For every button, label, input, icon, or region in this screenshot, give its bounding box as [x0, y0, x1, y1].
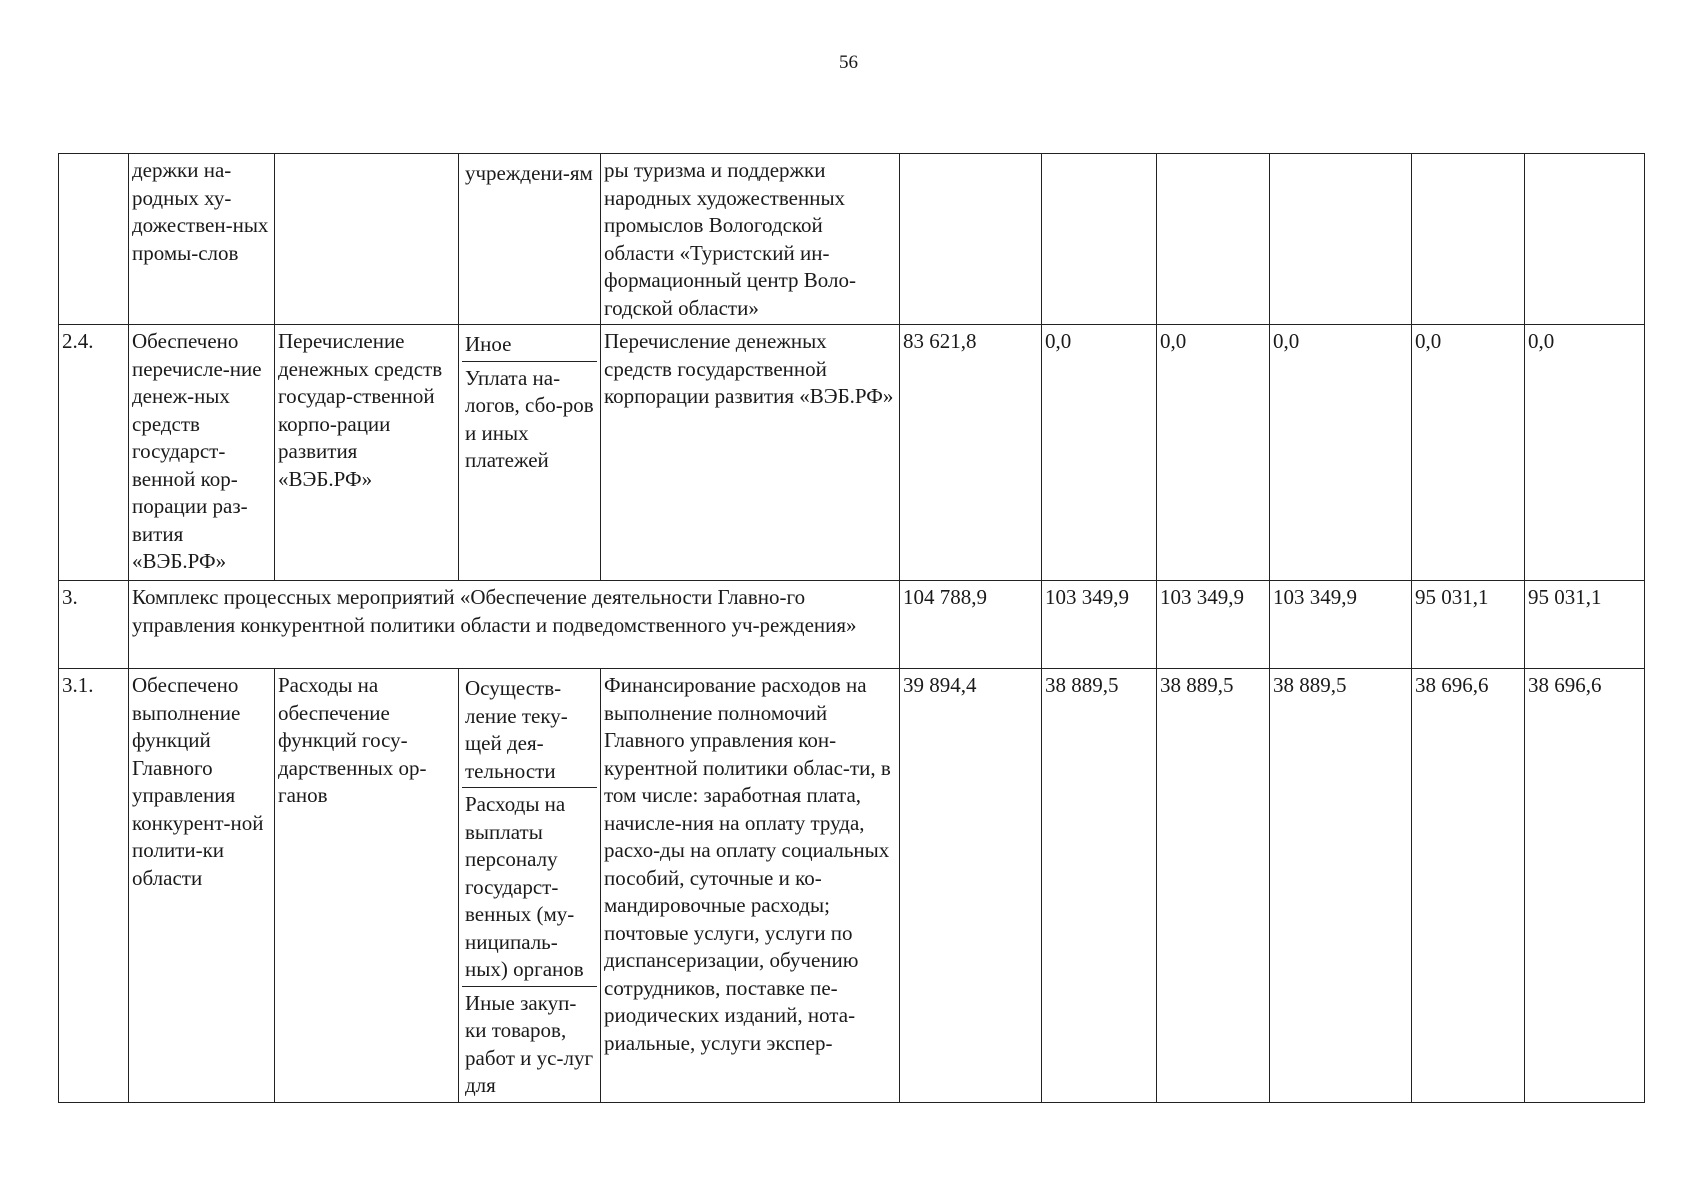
value-cell: [1525, 154, 1645, 325]
expense-type-cell: [459, 669, 601, 1103]
value-cell: 0,0: [1157, 325, 1270, 581]
budget-table: [58, 153, 1645, 1103]
expense-type: учреждени-ям: [465, 161, 593, 185]
result-cell: Обеспечено выполнение функций Главного управления конкурент-ной полити-ки области: [129, 669, 275, 1103]
table-row: [59, 581, 1645, 669]
table-row: [59, 154, 1645, 325]
value-cell: [1412, 154, 1525, 325]
value-cell: 38 889,5: [1270, 669, 1412, 1103]
row-number-cell: [59, 154, 129, 325]
expense-type: Расходы на выплаты персоналу государст-венных (му-ниципаль-ных) органов: [462, 788, 597, 987]
value-cell: 38 696,6: [1412, 669, 1525, 1103]
value-cell: 95 031,1: [1412, 581, 1525, 669]
value-cell: 38 889,5: [1157, 669, 1270, 1103]
event-cell: Перечисление денежных средств государ-ственной корпо-рации развития «ВЭБ.РФ»: [275, 325, 459, 581]
description-cell: Финансирование расходов на выполнение полномочий Главного управления кон-курентной политики облас-ти, в том числе: заработная плата, начисле-ния на оплату труда, расхо-ды на оплату социальных пособий, суточные и ко-мандировочные расходы; почтовые услуги, услуги по диспансеризации, обучению сотрудников, поставке пе-риодических изданий, нота-риальные, услуги экспер-: [601, 669, 900, 1103]
event-cell: [275, 154, 459, 325]
value-cell: 38 889,5: [1042, 669, 1157, 1103]
row-number-cell: 3.: [59, 581, 129, 669]
value-cell: 83 621,8: [900, 325, 1042, 581]
value-cell: 38 696,6: [1525, 669, 1645, 1103]
value-cell: [1042, 154, 1157, 325]
value-cell: 0,0: [1525, 325, 1645, 581]
expense-type: Иные закуп-ки товаров, работ и ус-луг для: [465, 990, 594, 1097]
expense-type: Иное: [462, 328, 597, 362]
value-cell: [900, 154, 1042, 325]
expense-type: Осуществ-ление теку-щей дея-тельности: [462, 672, 597, 788]
result-cell: Обеспечено перечисле-ние денеж-ных средств государст-венной кор-порации раз-вития «ВЭБ.РФ»: [129, 325, 275, 581]
page-number: 56: [839, 52, 858, 73]
value-cell: 0,0: [1412, 325, 1525, 581]
value-cell: 104 788,9: [900, 581, 1042, 669]
value-cell: [1157, 154, 1270, 325]
value-cell: 0,0: [1270, 325, 1412, 581]
value-cell: 39 894,4: [900, 669, 1042, 1103]
value-cell: 103 349,9: [1042, 581, 1157, 669]
value-cell: [1270, 154, 1412, 325]
value-cell: 0,0: [1042, 325, 1157, 581]
result-cell: держки на-родных ху-дожествен-ных промы-слов: [129, 154, 275, 325]
value-cell: 95 031,1: [1525, 581, 1645, 669]
row-number-cell: 2.4.: [59, 325, 129, 581]
value-cell: 103 349,9: [1270, 581, 1412, 669]
expense-type-cell: [459, 154, 601, 325]
value-cell: 103 349,9: [1157, 581, 1270, 669]
complex-title-cell: Комплекс процессных мероприятий «Обеспечение деятельности Главно-го управления конкурентной политики области и подведомственного уч-реждения»: [129, 581, 900, 669]
table-row: [59, 325, 1645, 581]
table-row: [59, 669, 1645, 1103]
event-cell: Расходы на обеспечение функций госу-дарственных ор-ганов: [275, 669, 459, 1103]
description-cell: ры туризма и поддержки народных художественных промыслов Вологодской области «Туристский ин-формационный центр Воло-годской области»: [601, 154, 900, 325]
expense-type: Уплата на-логов, сбо-ров и иных платежей: [465, 365, 594, 472]
expense-type-cell: [459, 325, 601, 581]
row-number-cell: 3.1.: [59, 669, 129, 1103]
description-cell: Перечисление денежных средств государственной корпорации развития «ВЭБ.РФ»: [601, 325, 900, 581]
